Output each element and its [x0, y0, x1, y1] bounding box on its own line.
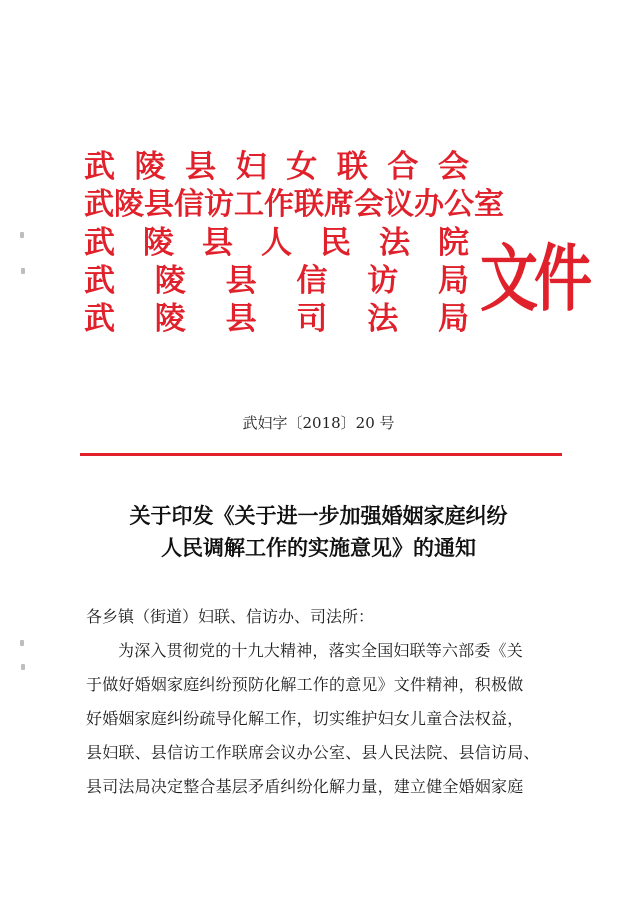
- issuer-text: 人: [261, 225, 292, 261]
- binding-hole-mark: [20, 232, 24, 238]
- issuer-text: 院: [438, 225, 469, 261]
- paragraph-line: 县妇联、县信访工作联席会议办公室、县人民法院、县信访局、: [86, 743, 540, 762]
- paragraph-line: 好婚姻家庭纠纷疏导化解工作，切实维护妇女儿童合法权益，: [86, 709, 524, 728]
- issuer-text: 县: [185, 149, 217, 185]
- document-number: 武妇字〔2018〕20 号: [242, 414, 395, 432]
- issuer-line: [84, 224, 469, 262]
- issuer-text: 访: [367, 263, 399, 299]
- binding-hole-mark: [21, 664, 25, 670]
- document-mark: 文件: [480, 236, 589, 322]
- issuer-text: 武: [84, 301, 115, 337]
- issuer-text: 司: [296, 301, 328, 337]
- document-body: [86, 600, 556, 804]
- binding-hole-mark: [21, 268, 25, 274]
- issuer-text: 陵: [134, 149, 166, 185]
- issuer-line: [84, 300, 469, 338]
- red-separator-line: [80, 453, 562, 456]
- issuer-text: 局: [437, 263, 469, 299]
- paragraph-line: 为深入贯彻党的十九大精神，落实全国妇联等六部委《关: [118, 641, 524, 660]
- issuer-text: 县: [225, 263, 257, 299]
- issuer-line: [84, 186, 504, 224]
- issuer-text: 联: [336, 149, 368, 185]
- paragraph-line: 于做好婚姻家庭纠纷预防化解工作的意见》文件精神，积极做: [86, 675, 524, 694]
- issuer-text: 法: [379, 225, 410, 261]
- issuer-text: 妇: [235, 149, 267, 185]
- issuer-text: 局: [437, 301, 469, 337]
- issuer-text: 武: [84, 263, 115, 299]
- issuer-text: 会: [437, 149, 469, 185]
- issuer-text: 陵: [154, 263, 186, 299]
- issuer-text: 合: [387, 149, 419, 185]
- salutation: 各乡镇（街道）妇联、信访办、司法所：: [86, 607, 375, 626]
- issuer-text: 县: [225, 301, 257, 337]
- body-paragraph: [86, 634, 556, 804]
- issuer-text: 信: [296, 263, 328, 299]
- issuer-line: [84, 262, 469, 300]
- issuer-text: 陵: [143, 225, 174, 261]
- issuer-text: 武: [84, 225, 115, 261]
- issuer-text: 陵: [154, 301, 186, 337]
- issuing-authorities: [84, 148, 504, 338]
- issuer-text: 法: [367, 301, 399, 337]
- issuer-text: 民: [320, 225, 351, 261]
- issuer-text: 女: [286, 149, 318, 185]
- document-title: [0, 500, 637, 564]
- title-line-2: 人民调解工作的实施意见》的通知: [161, 535, 476, 560]
- issuer-text: 武陵县信访工作联席会议办公室: [84, 187, 504, 222]
- title-line-1: 关于印发《关于进一步加强婚姻家庭纠纷: [129, 503, 508, 528]
- issuer-line: [84, 148, 469, 186]
- paragraph-line: 县司法局决定整合基层矛盾纠纷化解力量，建立健全婚姻家庭: [86, 777, 524, 796]
- issuer-text: 武: [84, 149, 115, 185]
- binding-hole-mark: [20, 640, 24, 646]
- issuer-text: 县: [202, 225, 233, 261]
